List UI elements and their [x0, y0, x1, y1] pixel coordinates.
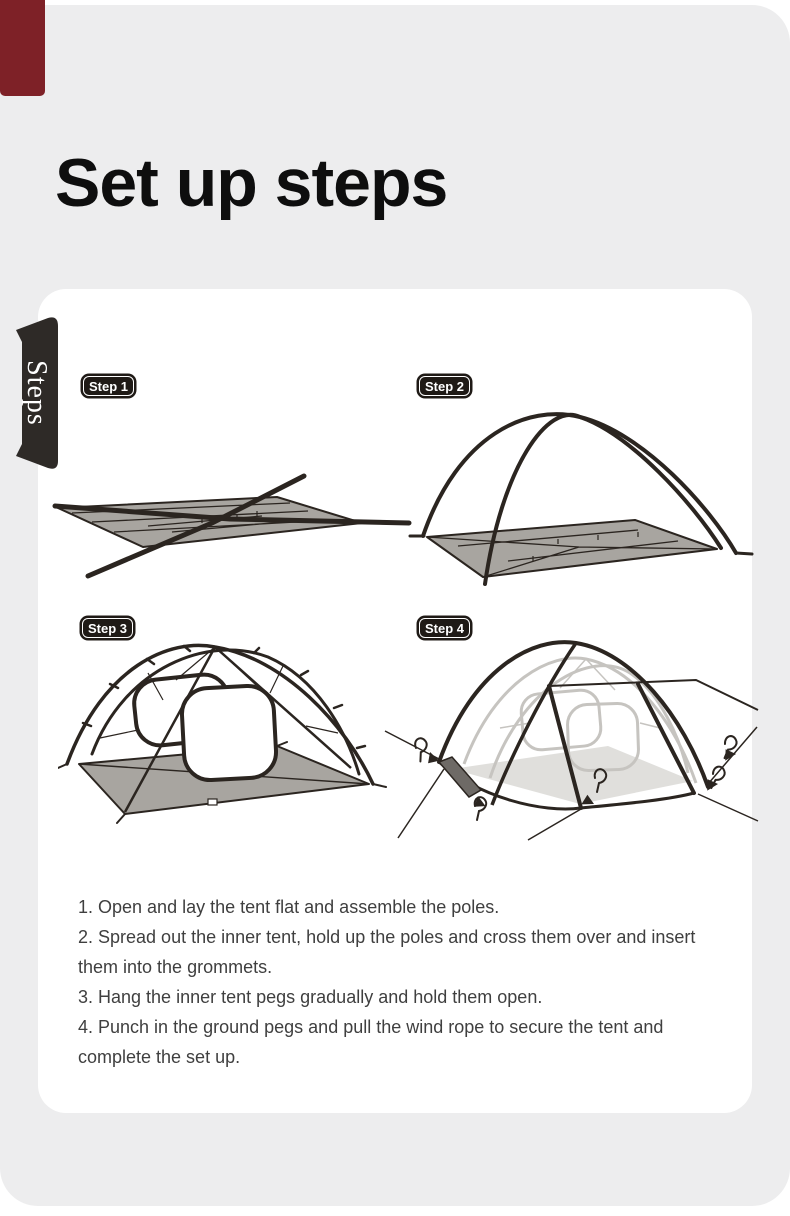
instruction-4: 4. Punch in the ground pegs and pull the wind rope to secure the tent and complete the set up. — [78, 1017, 664, 1067]
steps-ribbon-label: Steps — [21, 360, 52, 426]
step-1-badge: Step 1 — [83, 376, 134, 396]
instructions-list — [78, 892, 712, 1072]
steps-ribbon — [8, 312, 64, 474]
corner-flag — [0, 0, 45, 96]
step-3-badge: Step 3 — [82, 618, 133, 638]
step-4-illustration — [380, 628, 760, 843]
vestibule-panel — [439, 757, 481, 797]
step-4-badge: Step 4 — [419, 618, 470, 638]
instruction-1: 1. Open and lay the tent flat and assemble the poles. — [78, 897, 500, 917]
step-3-illustration — [58, 638, 403, 833]
step-2-badge: Step 2 — [419, 376, 470, 396]
step-2-illustration — [398, 406, 760, 591]
page-title: Set up steps — [55, 145, 448, 221]
instruction-3: 3. Hang the inner tent pegs gradually and hold them open. — [78, 987, 543, 1007]
step-1-illustration — [52, 466, 412, 588]
instruction-2: 2. Spread out the inner tent, hold up the poles and cross them over and insert them into the grommets. — [78, 927, 696, 977]
